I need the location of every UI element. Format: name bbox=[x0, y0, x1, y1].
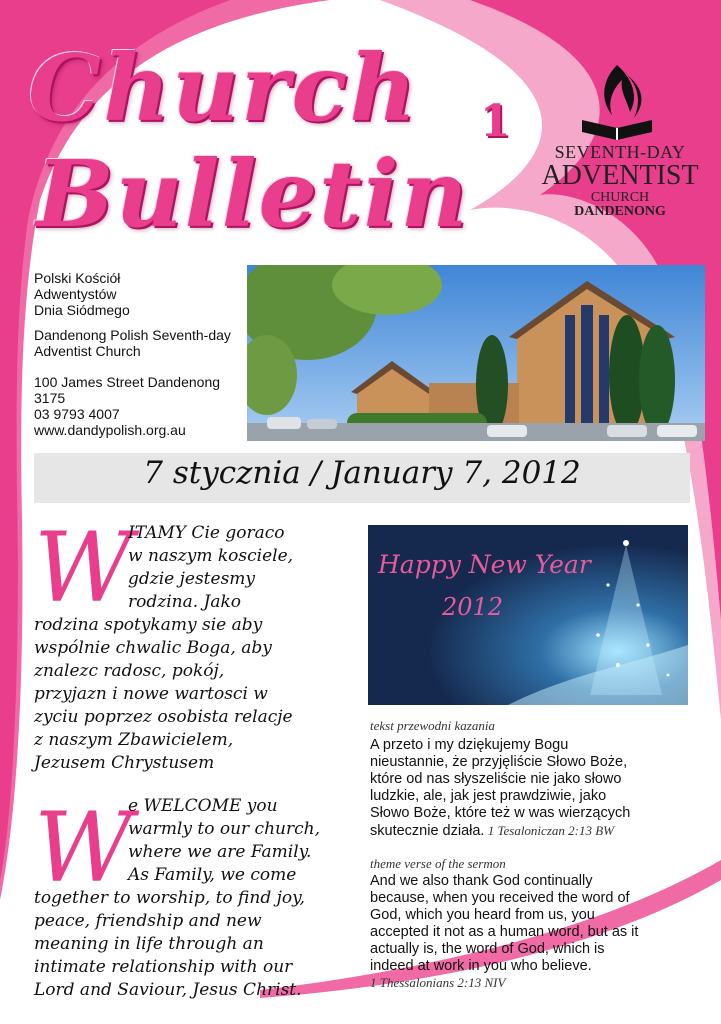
welcome-en-line: peace, friendship and new bbox=[34, 911, 262, 931]
verse-pl-line: które od nas słyszeliście nie jako słowo bbox=[370, 771, 622, 787]
card-line-2: 2012 bbox=[442, 593, 504, 621]
polish-church-name-1: Polski Kościół bbox=[34, 270, 121, 286]
logo-line-church: CHURCH bbox=[590, 190, 650, 205]
welcome-pl-line: rodzina. Jako bbox=[128, 592, 242, 612]
welcome-pl-line: przyjazn i nowe wartosci w bbox=[34, 684, 268, 704]
welcome-pl-line: znalezc radosc, pokój, bbox=[34, 661, 225, 681]
polish-church-name-2: Adwentystów bbox=[34, 286, 117, 302]
welcome-pl-line: w naszym kosciele, bbox=[128, 546, 294, 566]
polish-church-name-3: Dnia Siódmego bbox=[34, 302, 130, 318]
church-photo bbox=[247, 265, 705, 441]
welcome-en-line: warmly to our church, bbox=[128, 819, 320, 839]
welcome-en-line: where we are Family. bbox=[128, 842, 312, 862]
welcome-pl-initial: W bbox=[34, 512, 133, 624]
flame-bible-logo-icon bbox=[572, 60, 662, 145]
welcome-en-line: e WELCOME you bbox=[128, 796, 278, 816]
church-website[interactable]: www.dandypolish.org.au bbox=[34, 422, 186, 438]
english-church-name-1: Dandenong Polish Seventh-day bbox=[34, 327, 231, 343]
logo-line-seventh-day: SEVENTH-DAY bbox=[554, 142, 686, 162]
verse-pl-line: skutecznie działa. 1 Tesaloniczan 2:13 BW bbox=[370, 823, 614, 839]
church-address: 100 James Street Dandenong bbox=[34, 374, 221, 390]
verse-en-line: accepted it not as a human word, but as it bbox=[370, 924, 639, 940]
issue-number: 1 bbox=[480, 96, 511, 147]
church-phone: 03 9793 4007 bbox=[34, 406, 120, 422]
church-postcode: 3175 bbox=[34, 390, 66, 406]
welcome-pl-line: z naszym Zbawicielem, bbox=[34, 730, 234, 750]
welcome-en-initial: W bbox=[34, 792, 133, 904]
welcome-pl-line: zyciu poprzez osobista relacje bbox=[34, 707, 293, 727]
bulletin-title-line2: Bulletin bbox=[36, 140, 470, 248]
verse-pl-line: Słowo Boże, które też w was wierzących bbox=[370, 805, 631, 821]
date-banner-text: 7 stycznia / January 7, 2012 bbox=[143, 455, 581, 491]
verse-en-reference: 1 Thessalonians 2:13 NIV bbox=[370, 975, 506, 990]
logo-line-dandenong: DANDENONG bbox=[574, 204, 666, 219]
welcome-en-line: meaning in life through an bbox=[34, 934, 264, 954]
logo-line-adventist: ADVENTIST bbox=[541, 160, 699, 191]
verse-en-line: God, which you heard from us, you bbox=[370, 907, 595, 923]
welcome-pl-line: wspólnie chwalic Boga, aby bbox=[34, 638, 272, 658]
card-line-1: Happy New Year bbox=[378, 550, 591, 579]
welcome-en-line: intimate relationship with our bbox=[34, 957, 293, 977]
verse-en-caption: theme verse of the sermon bbox=[370, 856, 506, 871]
verse-pl-line: ludzkie, ale, jak jest prawdziwie, jako bbox=[370, 788, 607, 804]
verse-pl-caption: tekst przewodni kazania bbox=[370, 718, 495, 733]
welcome-pl-line: rodzina spotykamy sie aby bbox=[34, 615, 263, 635]
verse-en-line: because, when you received the word of bbox=[370, 890, 630, 906]
happy-new-year-card bbox=[368, 525, 688, 705]
verse-en-line: And we also thank God continually bbox=[370, 873, 593, 889]
welcome-en-line: Lord and Saviour, Jesus Christ. bbox=[34, 980, 302, 1000]
welcome-pl-line: gdzie jestesmy bbox=[128, 569, 256, 589]
verse-pl-line: nieustannie, że przyjęliście Słowo Boże, bbox=[370, 754, 628, 770]
welcome-en-line: As Family, we come bbox=[128, 865, 297, 885]
verse-pl-line: A przeto i my dziękujemy Bogu bbox=[370, 737, 569, 753]
english-church-name-2: Adventist Church bbox=[34, 343, 141, 359]
welcome-en-line: together to worship, to find joy, bbox=[34, 888, 305, 908]
verse-en-line: indeed at work in you who believe. bbox=[370, 958, 592, 974]
verse-pl-reference: 1 Tesaloniczan 2:13 BW bbox=[484, 823, 614, 838]
verse-en-line: actually is, the word of God, which is bbox=[370, 941, 605, 957]
welcome-pl-line: Jezusem Chrystusem bbox=[34, 753, 215, 773]
welcome-pl-line: ITAMY Cie goraco bbox=[128, 523, 285, 543]
bulletin-title-line1: Church bbox=[28, 34, 419, 142]
